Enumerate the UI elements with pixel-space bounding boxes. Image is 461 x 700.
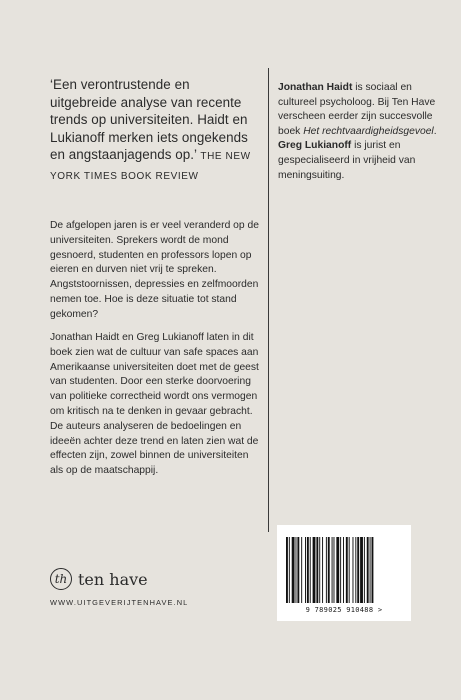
publisher-logo [50, 567, 148, 591]
barcode-bar [286, 537, 288, 603]
barcode-bar [332, 537, 333, 603]
barcode-bar [353, 537, 354, 603]
barcode-bar [289, 537, 290, 603]
barcode-bar [313, 537, 316, 603]
isbn-number: 9 789025 910488 > [305, 606, 383, 614]
blurb-paragraph-1: De afgelopen jaren is er veel veranderd op de universiteiten. Sprekers wordt de mond gesnoerd, studenten en professors lopen op eieren en durven niet vrij te spreken. Angststoornissen, depressies en zelfmoorden nemen toe. Hoe is deze situatie tot stand gekomen? [50, 220, 259, 320]
barcode-bar [349, 537, 350, 603]
barcode-bar [328, 537, 330, 603]
barcode-bar [297, 537, 299, 603]
review-quote-source: THE NEW YORK TIMES BOOK REVIEW [50, 151, 251, 182]
barcode-bar [357, 537, 359, 603]
barcode-bar [360, 537, 363, 603]
author-1-bio-text-a: is sociaal en cultureel psycholoog. Bij Ten Have verscheen eerder zijn succesvolle boek [278, 82, 436, 137]
barcode-bar [307, 537, 309, 603]
review-quote-text: ‘Een verontrustende en uitgebreide analyse van recente trends op universiteiten. Haidt en Lukianoff merken iets ongekends en angstaanjagends op.’ [50, 77, 248, 163]
blurb-paragraph-2: Jonathan Haidt en Greg Lukianoff laten in dit boek zien wat de cultuur van safe spaces aan Amerikaanse universiteiten doet met de geest van studenten. Door een sterke doorvoering van politieke correctheid wordt ons vermogen om kritisch na te denken in gevaar gebracht. De auteurs analyseren de bedoelingen en ideeën achter deze trend en laten zien wat de effecten zijn, zowel binnen de universiteiten als op de maatschappij. [50, 332, 259, 477]
author-1-name: Jonathan Haidt [278, 82, 353, 93]
isbn-barcode [277, 525, 411, 621]
barcode-bar [305, 537, 306, 603]
barcode-bar [346, 537, 348, 603]
barcode-bar [322, 537, 323, 603]
barcode-bar [364, 537, 365, 603]
author-2-bio-text: is jurist en gespecialiseerd in vrijheid van meningsuiting. [278, 140, 416, 181]
barcode-bar [319, 537, 320, 603]
barcode-bar [292, 537, 295, 603]
barcode-bar [336, 537, 339, 603]
barcode-bars [284, 537, 404, 603]
barcode-bar [301, 537, 302, 603]
barcode-bar [334, 537, 335, 603]
publisher-url: WWW.UITGEVERIJTENHAVE.NL [50, 598, 189, 607]
barcode-bar [367, 537, 369, 603]
barcode-bar [326, 537, 327, 603]
barcode-bar [340, 537, 341, 603]
barcode-bar [355, 537, 356, 603]
author-1-book-title: Het rechtvaardigheidsgevoel [303, 125, 434, 137]
barcode-bar [316, 537, 318, 603]
author-1-bio-text-b: . [433, 125, 437, 137]
barcode-bar [370, 537, 371, 603]
author-bio [278, 81, 438, 183]
barcode-bar [296, 537, 297, 603]
barcode-bar [372, 537, 374, 603]
barcode-bar [343, 537, 344, 603]
publisher-name: ten have [78, 569, 148, 589]
barcode-bar [310, 537, 311, 603]
author-2-name: Greg Lukianoff [278, 140, 352, 152]
publisher-logo-mark: th [50, 568, 72, 590]
review-quote [50, 76, 260, 186]
column-divider [268, 68, 269, 532]
